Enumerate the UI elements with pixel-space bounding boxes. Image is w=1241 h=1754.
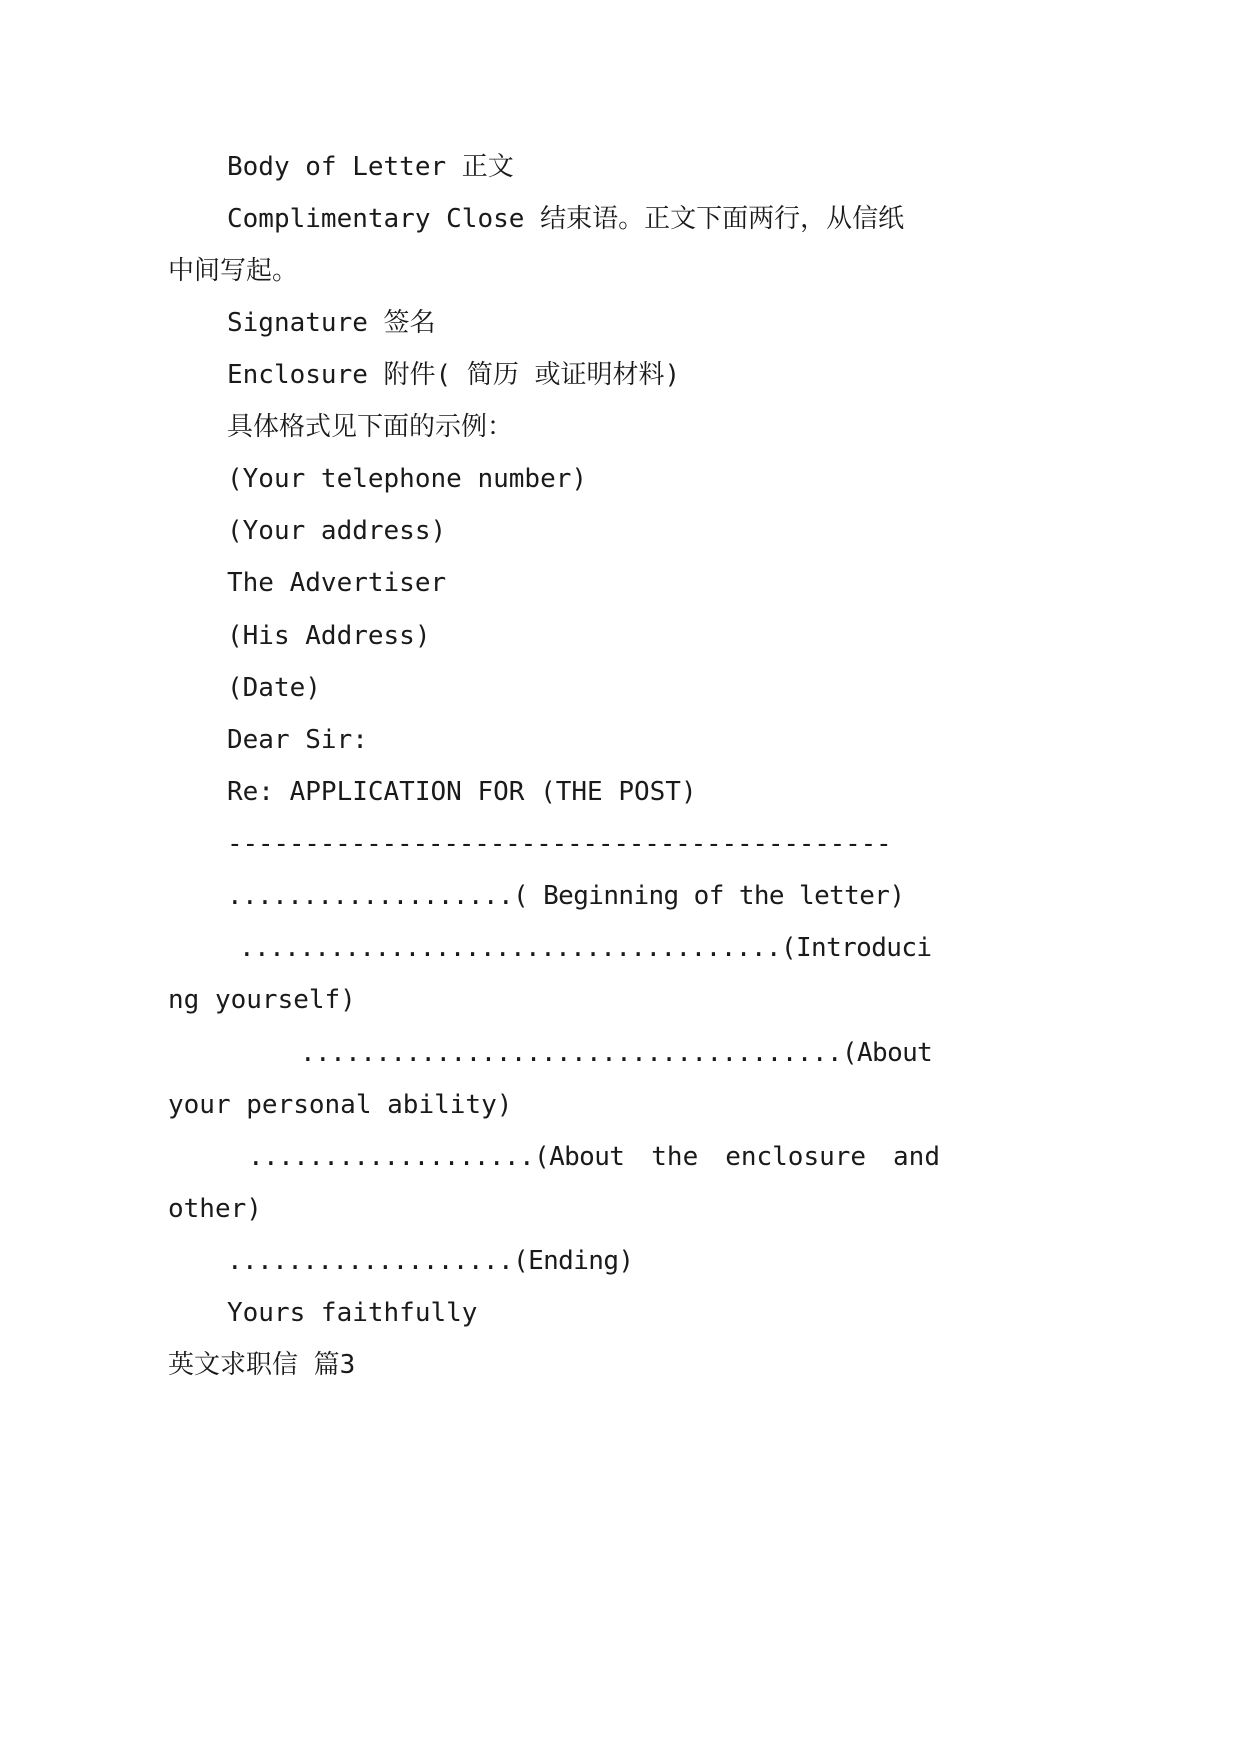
introducing-line: ....................................(Introduci — [239, 933, 932, 963]
date-placeholder: (Date) — [227, 673, 321, 703]
closing-line: Yours faithfully — [227, 1298, 478, 1328]
introducing-continuation: ng yourself) — [168, 985, 356, 1015]
ability-line: ....................................(About — [300, 1038, 933, 1068]
enclosure-other-part-4: and — [893, 1142, 940, 1172]
complimentary-close-line: Complimentary Close 结束语。正文下面两行，从信纸 — [227, 204, 905, 234]
ending-line: ...................(Ending) — [227, 1246, 634, 1276]
enclosure-other-part-3: enclosure — [725, 1142, 867, 1172]
salutation-line: Dear Sir: — [227, 725, 368, 755]
enclosure-other-part-1: ...................(About — [248, 1142, 625, 1172]
your-address-placeholder: (Your address) — [227, 516, 447, 546]
enclosure-other-continuation: other) — [168, 1194, 262, 1224]
complimentary-close-continuation: 中间写起。 — [168, 256, 299, 286]
enclosure-line: Enclosure 附件( 简历 或证明材料) — [227, 360, 681, 390]
beginning-line: ...................( Beginning of the letter) — [227, 881, 905, 911]
body-of-letter-line: Body of Letter 正文 — [227, 152, 514, 182]
enclosure-other-part-2: the — [651, 1142, 699, 1172]
section-heading: 英文求职信 篇3 — [168, 1350, 356, 1380]
his-address-placeholder: (His Address) — [227, 621, 431, 651]
signature-line: Signature 签名 — [227, 308, 436, 338]
format-note: 具体格式见下面的示例： — [227, 412, 514, 442]
enclosure-other-line — [248, 1141, 940, 1173]
subject-line: Re: APPLICATION FOR (THE POST) — [227, 777, 697, 807]
telephone-placeholder: (Your telephone number) — [227, 464, 588, 494]
ability-continuation: your personal ability) — [168, 1090, 513, 1120]
separator-line: ------------------------------------------- — [227, 829, 892, 859]
advertiser-line: The Advertiser — [227, 568, 447, 598]
